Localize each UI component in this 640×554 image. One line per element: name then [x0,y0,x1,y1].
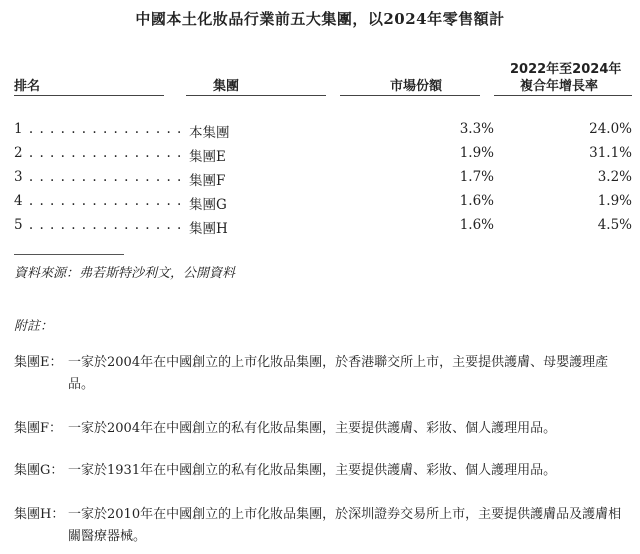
share-cell: 1.6% [459,217,494,233]
share-cell: 1.6% [459,193,494,209]
note-item [14,418,634,440]
group-cell: 集團F [189,173,226,189]
cagr-cell: 3.2% [597,169,632,185]
header-share-underline [340,95,480,96]
note-label: 集團E： [14,355,63,370]
note-text: 一家於2010年在中國創立的上市化妝品集團，於深圳證券交易所上市，主要提供護膚品及護膚相關醫療器械。 [68,507,622,544]
note-label: 集團F： [14,421,63,436]
source-note: 資料來源：弗若斯特沙利文，公開資料 [14,266,236,281]
header-cagr-line1: 2022年至2024年 [510,62,622,77]
share-cell: 3.3% [459,121,494,137]
group-cell: 本集團 [189,125,230,141]
note-item [14,504,634,548]
share-cell: 1.7% [459,169,494,185]
source-divider [14,254,124,255]
table-row [14,217,632,241]
header-share: 市場份額 [390,79,443,94]
header-rank-underline [14,95,164,96]
header-cagr-underline [494,95,632,96]
group-cell: 集團E [189,149,226,165]
note-label: 集團H： [14,507,65,522]
table-row [14,121,632,145]
page-title: 中國本土化妝品行業前五大集團，以2024年零售額計 [135,10,505,28]
cagr-cell: 1.9% [597,193,632,209]
header-rank: 排名 [14,79,41,94]
group-cell: 集團H [189,221,228,237]
rank-cell: 1 . . . . . . . . . . . . . . . [14,121,183,137]
notes-heading: 附註： [14,319,54,334]
group-cell: 集團G [189,197,227,213]
table-row [14,145,632,169]
header-group: 集團 [213,79,240,94]
table-row [14,169,632,193]
note-label: 集團G： [14,463,64,478]
cagr-cell: 31.1% [589,145,632,161]
note-text: 一家於1931年在中國創立的私有化妝品集團，主要提供護膚、彩妝、個人護理用品。 [68,463,557,478]
share-cell: 1.9% [459,145,494,161]
rank-cell: 4 . . . . . . . . . . . . . . . [14,193,183,209]
rank-cell: 3 . . . . . . . . . . . . . . . [14,169,183,185]
header-group-underline [186,95,326,96]
note-text: 一家於2004年在中國創立的私有化妝品集團，主要提供護膚、彩妝、個人護理用品。 [68,421,557,436]
rank-cell: 2 . . . . . . . . . . . . . . . [14,145,183,161]
note-text: 一家於2004年在中國創立的上市化妝品集團，於香港聯交所上市，主要提供護膚、母嬰護理產品。 [68,355,609,392]
cagr-cell: 4.5% [597,217,632,233]
rank-cell: 5 . . . . . . . . . . . . . . . [14,217,183,233]
table-row [14,193,632,217]
note-item [14,460,634,482]
header-cagr-line2: 複合年增長率 [520,79,599,94]
cagr-cell: 24.0% [589,121,632,137]
note-item [14,352,634,396]
